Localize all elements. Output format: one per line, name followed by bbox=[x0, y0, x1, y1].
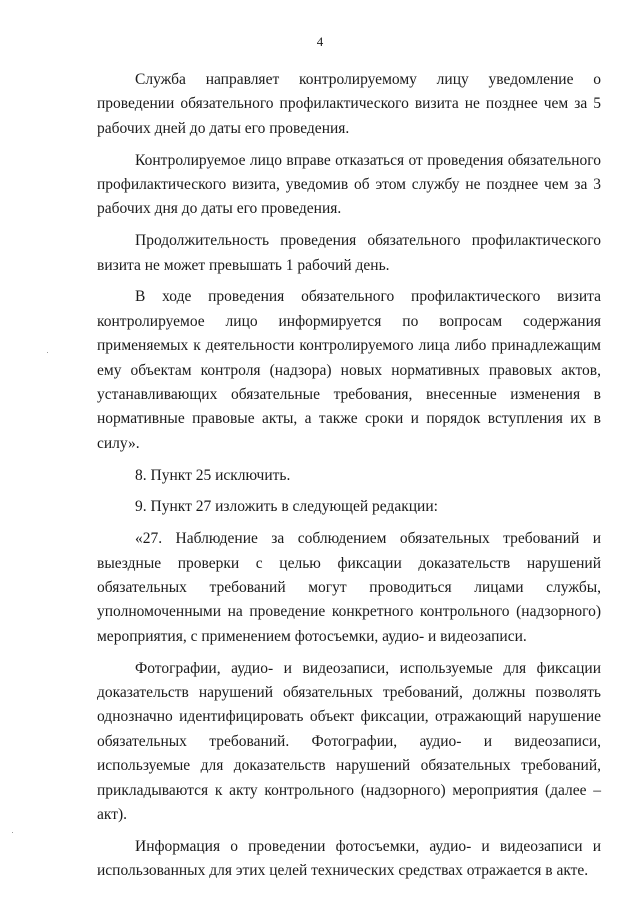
paragraph-item-9: 9. Пункт 27 изложить в следующей редакции: bbox=[135, 498, 438, 516]
paragraph-informing: В ходе проведения обязательного профилактического визита контролируемое лицо информируется по вопросам содержания применяемых к деятельности контролируемого лица либо принадлежащим ему объектам контроля (надзора) новых нормативных правовых актов, устанавливающих обязательные требования, внесенные изменения в нормативные правовые акты, а также сроки и порядок вступления их в силу». bbox=[97, 288, 601, 452]
paragraph-technical-means: Информация о проведении фотосъемки, аудио- и видеозаписи и использованных для этих целей технических средствах отражается в акте. bbox=[97, 837, 601, 880]
paragraph-item-8: 8. Пункт 25 исключить. bbox=[135, 466, 291, 484]
page-number: 4 bbox=[316, 34, 324, 49]
scan-speck bbox=[47, 352, 48, 353]
paragraph-photos: Фотографии, аудио- и видеозаписи, используемые для фиксации доказательств нарушений обязательных требований, должны позволять однозначно идентифицировать объект фиксации, отражающий нарушение обязательных требований. Фотографии, аудио- и видеозаписи, используемые для доказательств нарушений обязательных требований, прикладываются к акту контрольного (надзорного) мероприятия (далее – акт). bbox=[97, 659, 601, 824]
paragraph-item-27: «27. Наблюдение за соблюдением обязательных требований и выездные проверки с целью фиксации доказательств нарушений обязательных требований могут проводиться лицами службы, уполномоченными на проведение конкретного контрольного (надзорного) мероприятия, с применением фотосъемки, аудио- и видеозаписи. bbox=[97, 530, 601, 645]
scan-speck bbox=[12, 832, 13, 833]
paragraph-refusal: Контролируемое лицо вправе отказаться от проведения обязательного профилактического визита, уведомив об этом службу не позднее чем за 3 рабочих дня до даты его проведения. bbox=[97, 151, 601, 218]
paragraph-duration: Продолжительность проведения обязательного профилактического визита не может превышать 1 рабочий день. bbox=[97, 232, 601, 274]
paragraph-notification: Служба направляет контролируемому лицу уведомление о проведении обязательного профилактического визита не позднее чем за 5 рабочих дней до даты его проведения. bbox=[97, 71, 601, 137]
document-body bbox=[97, 68, 601, 891]
